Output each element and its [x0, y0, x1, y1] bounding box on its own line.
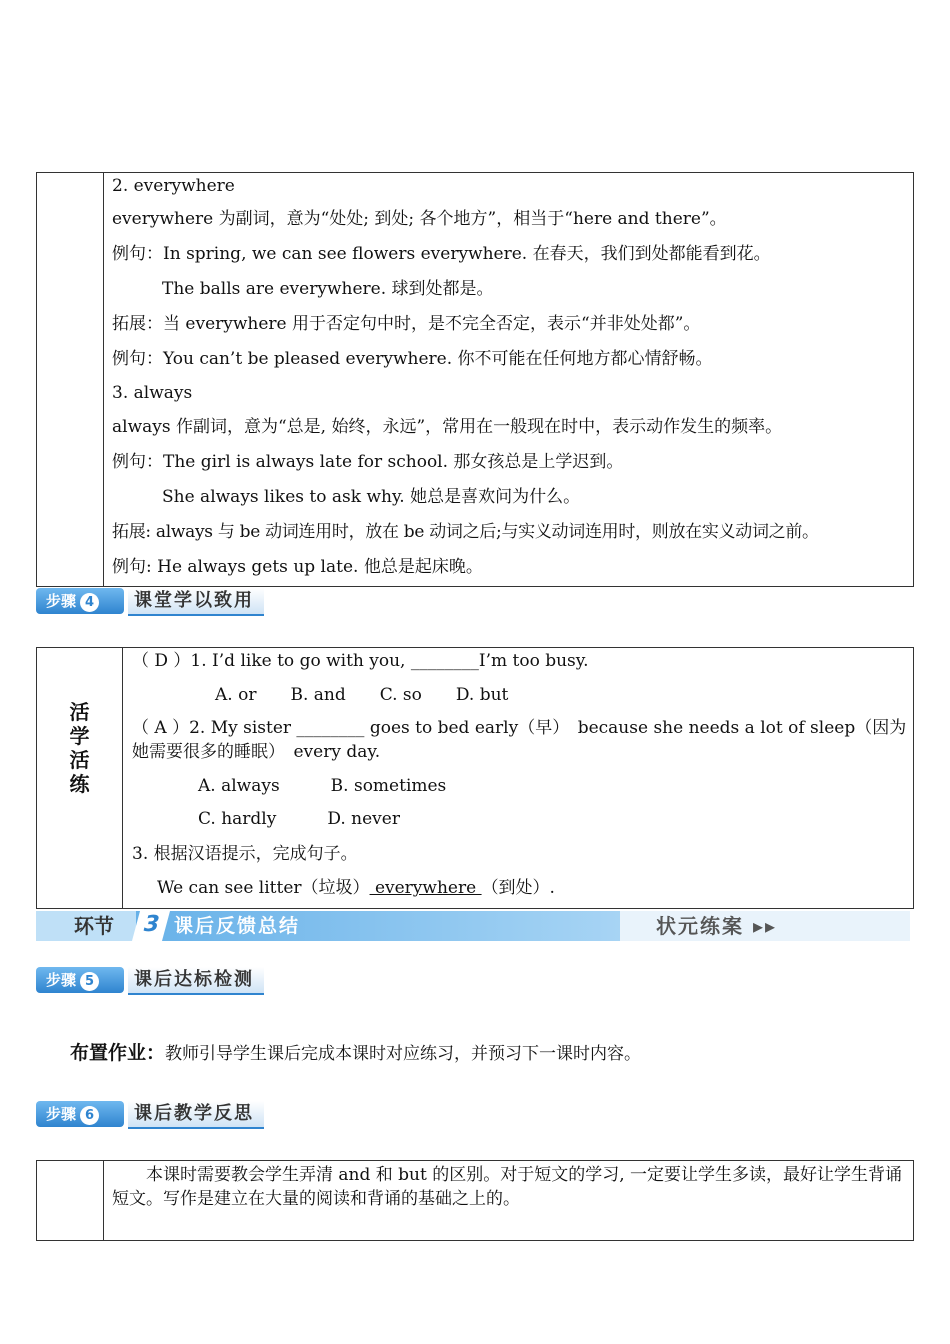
- note-line: 例句：The girl is always late for school. 那女孩总是上学迟到。: [112, 452, 624, 472]
- step-title: 课后教学反思: [128, 1101, 264, 1129]
- step6-banner: [36, 1101, 276, 1128]
- homework-line: [70, 1042, 641, 1065]
- section3-banner: [36, 911, 910, 941]
- practice-side-label: 活 学 活 练: [69, 700, 90, 796]
- question-3: 3. 根据汉语提示，完成句子。: [132, 844, 358, 864]
- step-number: 5: [80, 972, 99, 991]
- answer-blank: everywhere: [369, 878, 482, 898]
- question-3-sentence: We can see litter（垃圾） everywhere （到处）.: [157, 878, 555, 898]
- step-pill: 步骤 6: [36, 1101, 124, 1127]
- step-pill: 步骤 4: [36, 588, 124, 614]
- note-heading-always: 3. always: [112, 383, 193, 403]
- table-divider: [103, 1161, 104, 1240]
- question-1: （ D ）1. I’d like to go with you, ________I’m too busy.: [132, 651, 589, 671]
- question-2: （ A ）2. My sister ________ goes to bed early（早） because she needs a lot of sleep（因为她需要很多的睡眠） every day.: [132, 718, 907, 762]
- note-line: 拓展: always 与 be 动词连用时，放在 be 动词之后;与实义动词连用时，则放在实义动词之前。: [112, 522, 819, 542]
- step5-banner: [36, 967, 276, 994]
- step-pill: 步骤 5: [36, 967, 124, 993]
- note-line: She always likes to ask why. 她总是喜欢问为什么。: [162, 487, 581, 507]
- section-title: 课后反馈总结: [174, 915, 301, 937]
- step-number: 4: [80, 593, 99, 612]
- step-number: 6: [80, 1106, 99, 1125]
- step-title: 课后达标检测: [128, 967, 264, 995]
- table-divider: [103, 173, 104, 586]
- step4-banner: [36, 588, 276, 615]
- section-label: 环节: [36, 911, 136, 941]
- note-line: always 作副词，意为“总是, 始终，永远”，常用在一般现在时中，表示动作发生的频率。: [112, 417, 783, 437]
- note-line: everywhere 为副词，意为“处处; 到处; 各个地方”，相当于“here and there”。: [112, 209, 727, 229]
- note-line: 拓展：当 everywhere 用于否定句中时，是不完全否定，表示“并非处处都”。: [112, 314, 701, 334]
- note-line: 例句：In spring, we can see flowers everywhere. 在春天，我们到处都能看到花。: [112, 244, 771, 264]
- reflection-text: 本课时需要教会学生弄清 and 和 but 的区别。对于短文的学习, 一定要让学生多读，最好让学生背诵短文。写作是建立在大量的阅读和背诵的基础之上的。: [112, 1165, 903, 1209]
- note-line: 例句：You can’t be pleased everywhere. 你不可能在任何地方都心情舒畅。: [112, 349, 713, 369]
- homework-text: 教师引导学生课后完成本课时对应练习，并预习下一课时内容。: [165, 1044, 642, 1064]
- step-title: 课堂学以致用: [128, 588, 264, 616]
- section-number: 3: [132, 911, 170, 941]
- question-2-options-row1: A. always B. sometimes: [198, 776, 447, 796]
- note-line: The balls are everywhere. 球到处都是。: [162, 279, 494, 299]
- question-1-options: A. or B. and C. so D. but: [215, 685, 509, 705]
- section-brand: 状元练案 ▸▸: [620, 911, 910, 941]
- question-2-options-row2: C. hardly D. never: [198, 809, 400, 829]
- note-heading-everywhere: 2. everywhere: [112, 176, 235, 196]
- note-line: 例句: He always gets up late. 他总是起床晚。: [112, 557, 483, 577]
- table-divider: [122, 648, 123, 908]
- homework-label: 布置作业：: [70, 1042, 166, 1064]
